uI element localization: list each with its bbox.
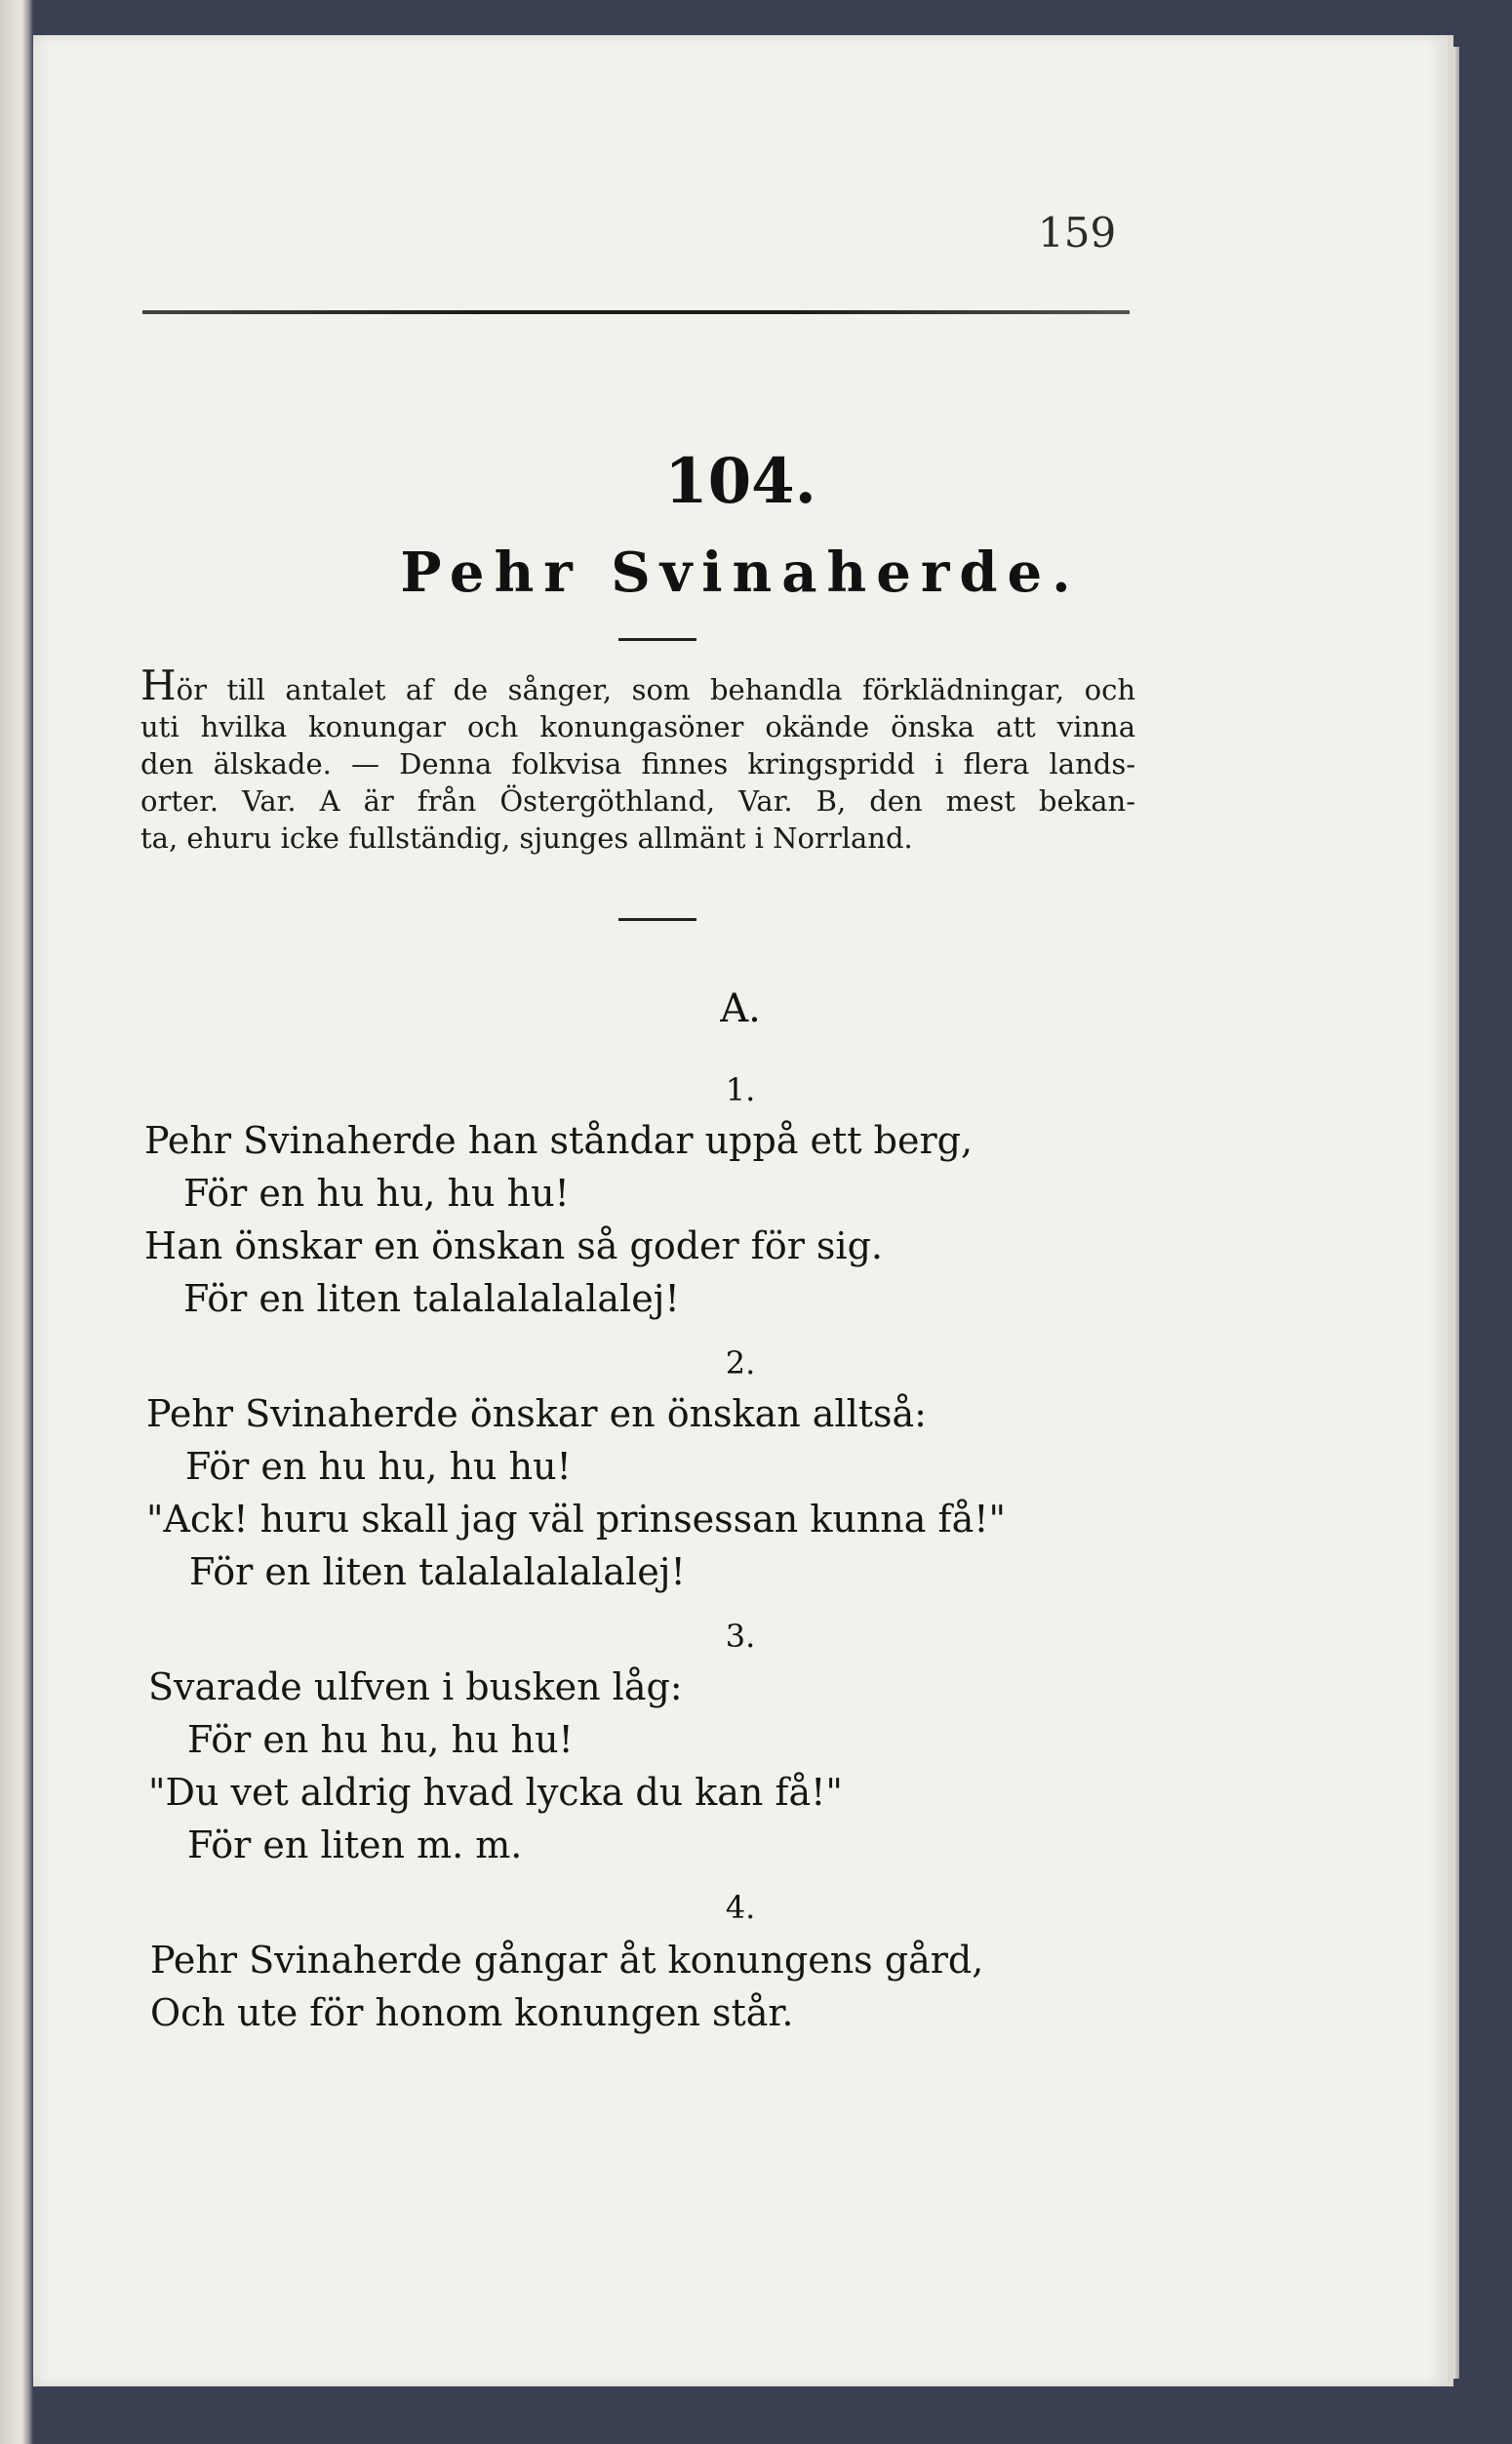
verse-line: Pehr Svinaherde gångar åt konungens gård, — [150, 1939, 984, 1982]
title-divider — [618, 638, 696, 641]
intro-line: ta, ehuru icke fullständig, sjunges allmänt i Norrland. — [140, 821, 913, 855]
intro-line: uti hvilka konungar och konungasöner okände önska att vinna — [140, 710, 1135, 743]
stanza-number: 3. — [725, 1618, 756, 1655]
verse-line: För en liten talalalalalalej! — [183, 1277, 680, 1320]
verse-line: För en liten m. m. — [187, 1823, 523, 1866]
stanza — [144, 1114, 973, 1325]
intro-line: orter. Var. A är från Östergöthland, Var. B, den mest bekan- — [140, 784, 1135, 818]
variant-heading: A. — [720, 986, 761, 1031]
verse-line: Svarade ulfven i busken låg: — [148, 1665, 683, 1708]
drop-initial: H — [140, 661, 177, 709]
header-rule — [142, 310, 1130, 314]
verse-line: För en hu hu, hu hu! — [183, 1172, 570, 1215]
stanza-number: 2. — [725, 1344, 756, 1382]
stanza — [148, 1661, 843, 1871]
intro-line: den älskade. — Denna folkvisa finnes kringspridd i flera lands- — [140, 747, 1135, 781]
stanza — [146, 1387, 1006, 1598]
verse-line: För en hu hu, hu hu! — [185, 1445, 572, 1488]
stanza — [150, 1934, 983, 2039]
verse-line: Och ute för honom konungen står. — [150, 1991, 794, 2034]
stanza-number: 1. — [725, 1071, 756, 1108]
intro-paragraph — [140, 661, 1135, 857]
intro-line: Hör till antalet af de sånger, som behandla förklädningar, och — [140, 661, 1135, 709]
song-title: Pehr Svinaherde. — [400, 541, 1081, 605]
verse-line: Pehr Svinaherde han ståndar uppå ett berg, — [144, 1119, 974, 1162]
intro-divider — [618, 918, 696, 921]
verse-line: För en liten talalalalalalej! — [189, 1550, 686, 1593]
verse-line: Pehr Svinaherde önskar en önskan alltså: — [146, 1392, 927, 1435]
verse-line: "Ack! huru skall jag väl prinsessan kunna få!" — [146, 1498, 1006, 1541]
verse-line: "Du vet aldrig hvad lycka du kan få!" — [148, 1771, 843, 1814]
song-number: 104. — [664, 445, 816, 518]
verse-line: Han önskar en önskan så goder för sig. — [144, 1224, 883, 1267]
verse-line: För en hu hu, hu hu! — [187, 1718, 574, 1761]
page-number: 159 — [1038, 209, 1117, 257]
stanza-number: 4. — [725, 1889, 756, 1926]
book-page — [33, 35, 1453, 2386]
scan-background-strip — [0, 0, 33, 2444]
